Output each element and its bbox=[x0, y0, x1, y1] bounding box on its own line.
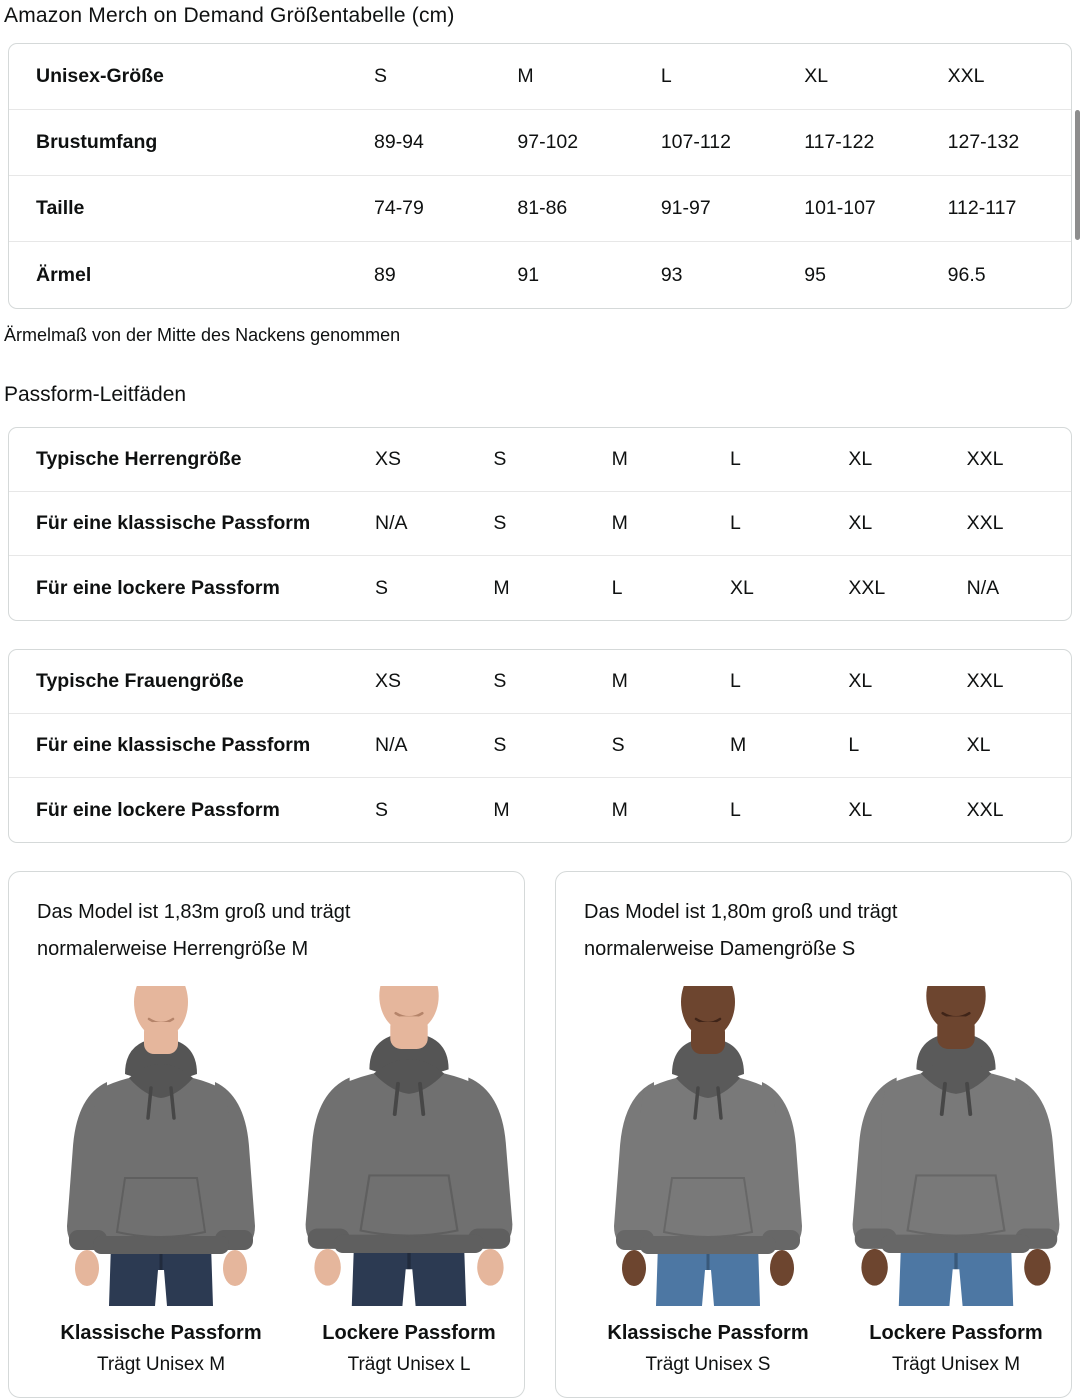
cell-value: S bbox=[375, 576, 389, 599]
fit-caption-sub: Trägt Unisex L bbox=[347, 1354, 471, 1375]
size-column-header: L bbox=[660, 65, 672, 87]
cell-value: XS bbox=[375, 448, 402, 470]
womens-model-card bbox=[555, 871, 1072, 1398]
row-label: Brustumfang bbox=[36, 131, 158, 153]
fit-caption-title: Klassische Passform bbox=[60, 1322, 262, 1344]
figure-loose-fit bbox=[285, 986, 533, 1376]
fit-caption-sub: Trägt Unisex M bbox=[96, 1354, 226, 1375]
female-model-loose-photo bbox=[832, 986, 1080, 1306]
row-label: Für eine klassische Passform bbox=[36, 512, 311, 534]
fit-caption-title: Lockere Passform bbox=[869, 1322, 1043, 1344]
scrollbar-thumb[interactable] bbox=[1075, 110, 1080, 240]
cell-value: M bbox=[493, 798, 510, 821]
cell-value: 97-102 bbox=[517, 131, 579, 153]
cell-value: L bbox=[611, 576, 623, 599]
cell-value: 107-112 bbox=[660, 131, 731, 153]
cell-value: N/A bbox=[375, 734, 408, 756]
cell-value: 112-117 bbox=[947, 197, 1017, 219]
cell-value: XXL bbox=[966, 798, 1004, 821]
cell-value: N/A bbox=[375, 512, 408, 534]
table-row bbox=[9, 110, 1071, 176]
cell-value: XL bbox=[848, 512, 873, 534]
unisex-size-table bbox=[8, 43, 1072, 309]
table-row bbox=[9, 714, 1071, 778]
cell-value: L bbox=[729, 798, 741, 821]
row-label: Für eine klassische Passform bbox=[36, 734, 311, 756]
cell-value: S bbox=[493, 448, 507, 470]
cell-value: L bbox=[848, 734, 860, 756]
fit-caption-title: Klassische Passform bbox=[607, 1322, 809, 1344]
cell-value: XS bbox=[375, 670, 402, 692]
cell-value: M bbox=[611, 798, 628, 821]
cell-value: 127-132 bbox=[947, 131, 1020, 153]
mens-model-card bbox=[8, 871, 525, 1398]
table-row bbox=[9, 556, 1071, 620]
table-row bbox=[9, 650, 1071, 714]
cell-value: XXL bbox=[848, 576, 886, 599]
model-description: Das Model ist 1,83m groß und trägt normalerweise Herrengröße M bbox=[37, 901, 351, 960]
cell-value: XL bbox=[848, 670, 873, 692]
cell-value: 93 bbox=[660, 263, 683, 286]
cell-value: N/A bbox=[966, 576, 1000, 599]
cell-value: 89 bbox=[374, 263, 396, 286]
figure-classic-fit bbox=[37, 986, 285, 1376]
row-label: Für eine lockere Passform bbox=[36, 576, 280, 599]
female-model-classic-photo bbox=[584, 986, 832, 1306]
fit-guides-heading: Passform-Leitfäden bbox=[4, 383, 187, 406]
cell-value: 117-122 bbox=[804, 131, 875, 153]
mens-fit-table bbox=[8, 427, 1072, 621]
cell-value: L bbox=[729, 512, 741, 534]
table-row bbox=[9, 242, 1071, 308]
cell-value: XL bbox=[848, 798, 873, 821]
cell-value: 89-94 bbox=[374, 131, 424, 153]
male-model-loose-photo bbox=[285, 986, 533, 1306]
size-column-header: S bbox=[374, 65, 388, 87]
table-row bbox=[9, 44, 1071, 110]
cell-value: M bbox=[611, 512, 628, 534]
cell-value: XXL bbox=[966, 512, 1004, 534]
model-figures bbox=[584, 986, 1043, 1376]
fit-caption-sub: Trägt Unisex S bbox=[645, 1354, 771, 1375]
cell-value: XL bbox=[729, 576, 754, 599]
row-label: Für eine lockere Passform bbox=[36, 798, 280, 821]
cell-value: 91 bbox=[517, 263, 540, 286]
cell-value: 96.5 bbox=[947, 263, 986, 286]
figure-classic-fit bbox=[584, 986, 832, 1376]
cell-value: M bbox=[493, 576, 510, 599]
size-column-header: XXL bbox=[947, 65, 985, 87]
cell-value: XXL bbox=[966, 448, 1004, 470]
cell-value: S bbox=[375, 798, 389, 821]
cell-value: 91-97 bbox=[660, 197, 711, 219]
page-title: Amazon Merch on Demand Größentabelle (cm) bbox=[4, 4, 455, 27]
cell-value: 74-79 bbox=[374, 197, 424, 219]
model-description: Das Model ist 1,80m groß und trägt normalerweise Damengröße S bbox=[584, 901, 898, 960]
cell-value: S bbox=[493, 512, 507, 534]
cell-value: XL bbox=[966, 734, 991, 756]
table-row bbox=[9, 428, 1071, 492]
table-row bbox=[9, 176, 1071, 242]
cell-value: XL bbox=[848, 448, 873, 470]
sleeve-measure-note: Ärmelmaß von der Mitte des Nackens genommen bbox=[4, 325, 401, 345]
cell-value: M bbox=[611, 670, 628, 692]
cell-value: 95 bbox=[804, 263, 826, 286]
cell-value: XXL bbox=[966, 670, 1004, 692]
model-figures bbox=[37, 986, 496, 1376]
cell-value: 81-86 bbox=[517, 197, 568, 219]
table-row bbox=[9, 492, 1071, 556]
cell-value: L bbox=[729, 448, 741, 470]
row-label: Typische Frauengröße bbox=[36, 670, 244, 692]
cell-value: S bbox=[611, 734, 625, 756]
size-column-header: XL bbox=[804, 65, 829, 87]
row-label: Ärmel bbox=[36, 263, 92, 286]
cell-value: M bbox=[611, 448, 628, 470]
fit-caption-title: Lockere Passform bbox=[322, 1322, 496, 1344]
figure-loose-fit bbox=[832, 986, 1080, 1376]
size-column-header: M bbox=[517, 65, 534, 87]
cell-value: S bbox=[493, 734, 507, 756]
male-model-classic-photo bbox=[37, 986, 285, 1306]
row-label: Typische Herrengröße bbox=[36, 448, 242, 470]
cell-value: 101-107 bbox=[804, 197, 876, 219]
table-row bbox=[9, 778, 1071, 842]
cell-value: S bbox=[493, 670, 507, 692]
cell-value: L bbox=[729, 670, 741, 692]
model-cards-row bbox=[8, 871, 1072, 1398]
womens-fit-table bbox=[8, 649, 1072, 843]
cell-value: M bbox=[729, 734, 747, 756]
size-table-header-label: Unisex-Größe bbox=[36, 65, 164, 87]
fit-caption-sub: Trägt Unisex M bbox=[891, 1354, 1021, 1375]
row-label: Taille bbox=[36, 197, 85, 219]
